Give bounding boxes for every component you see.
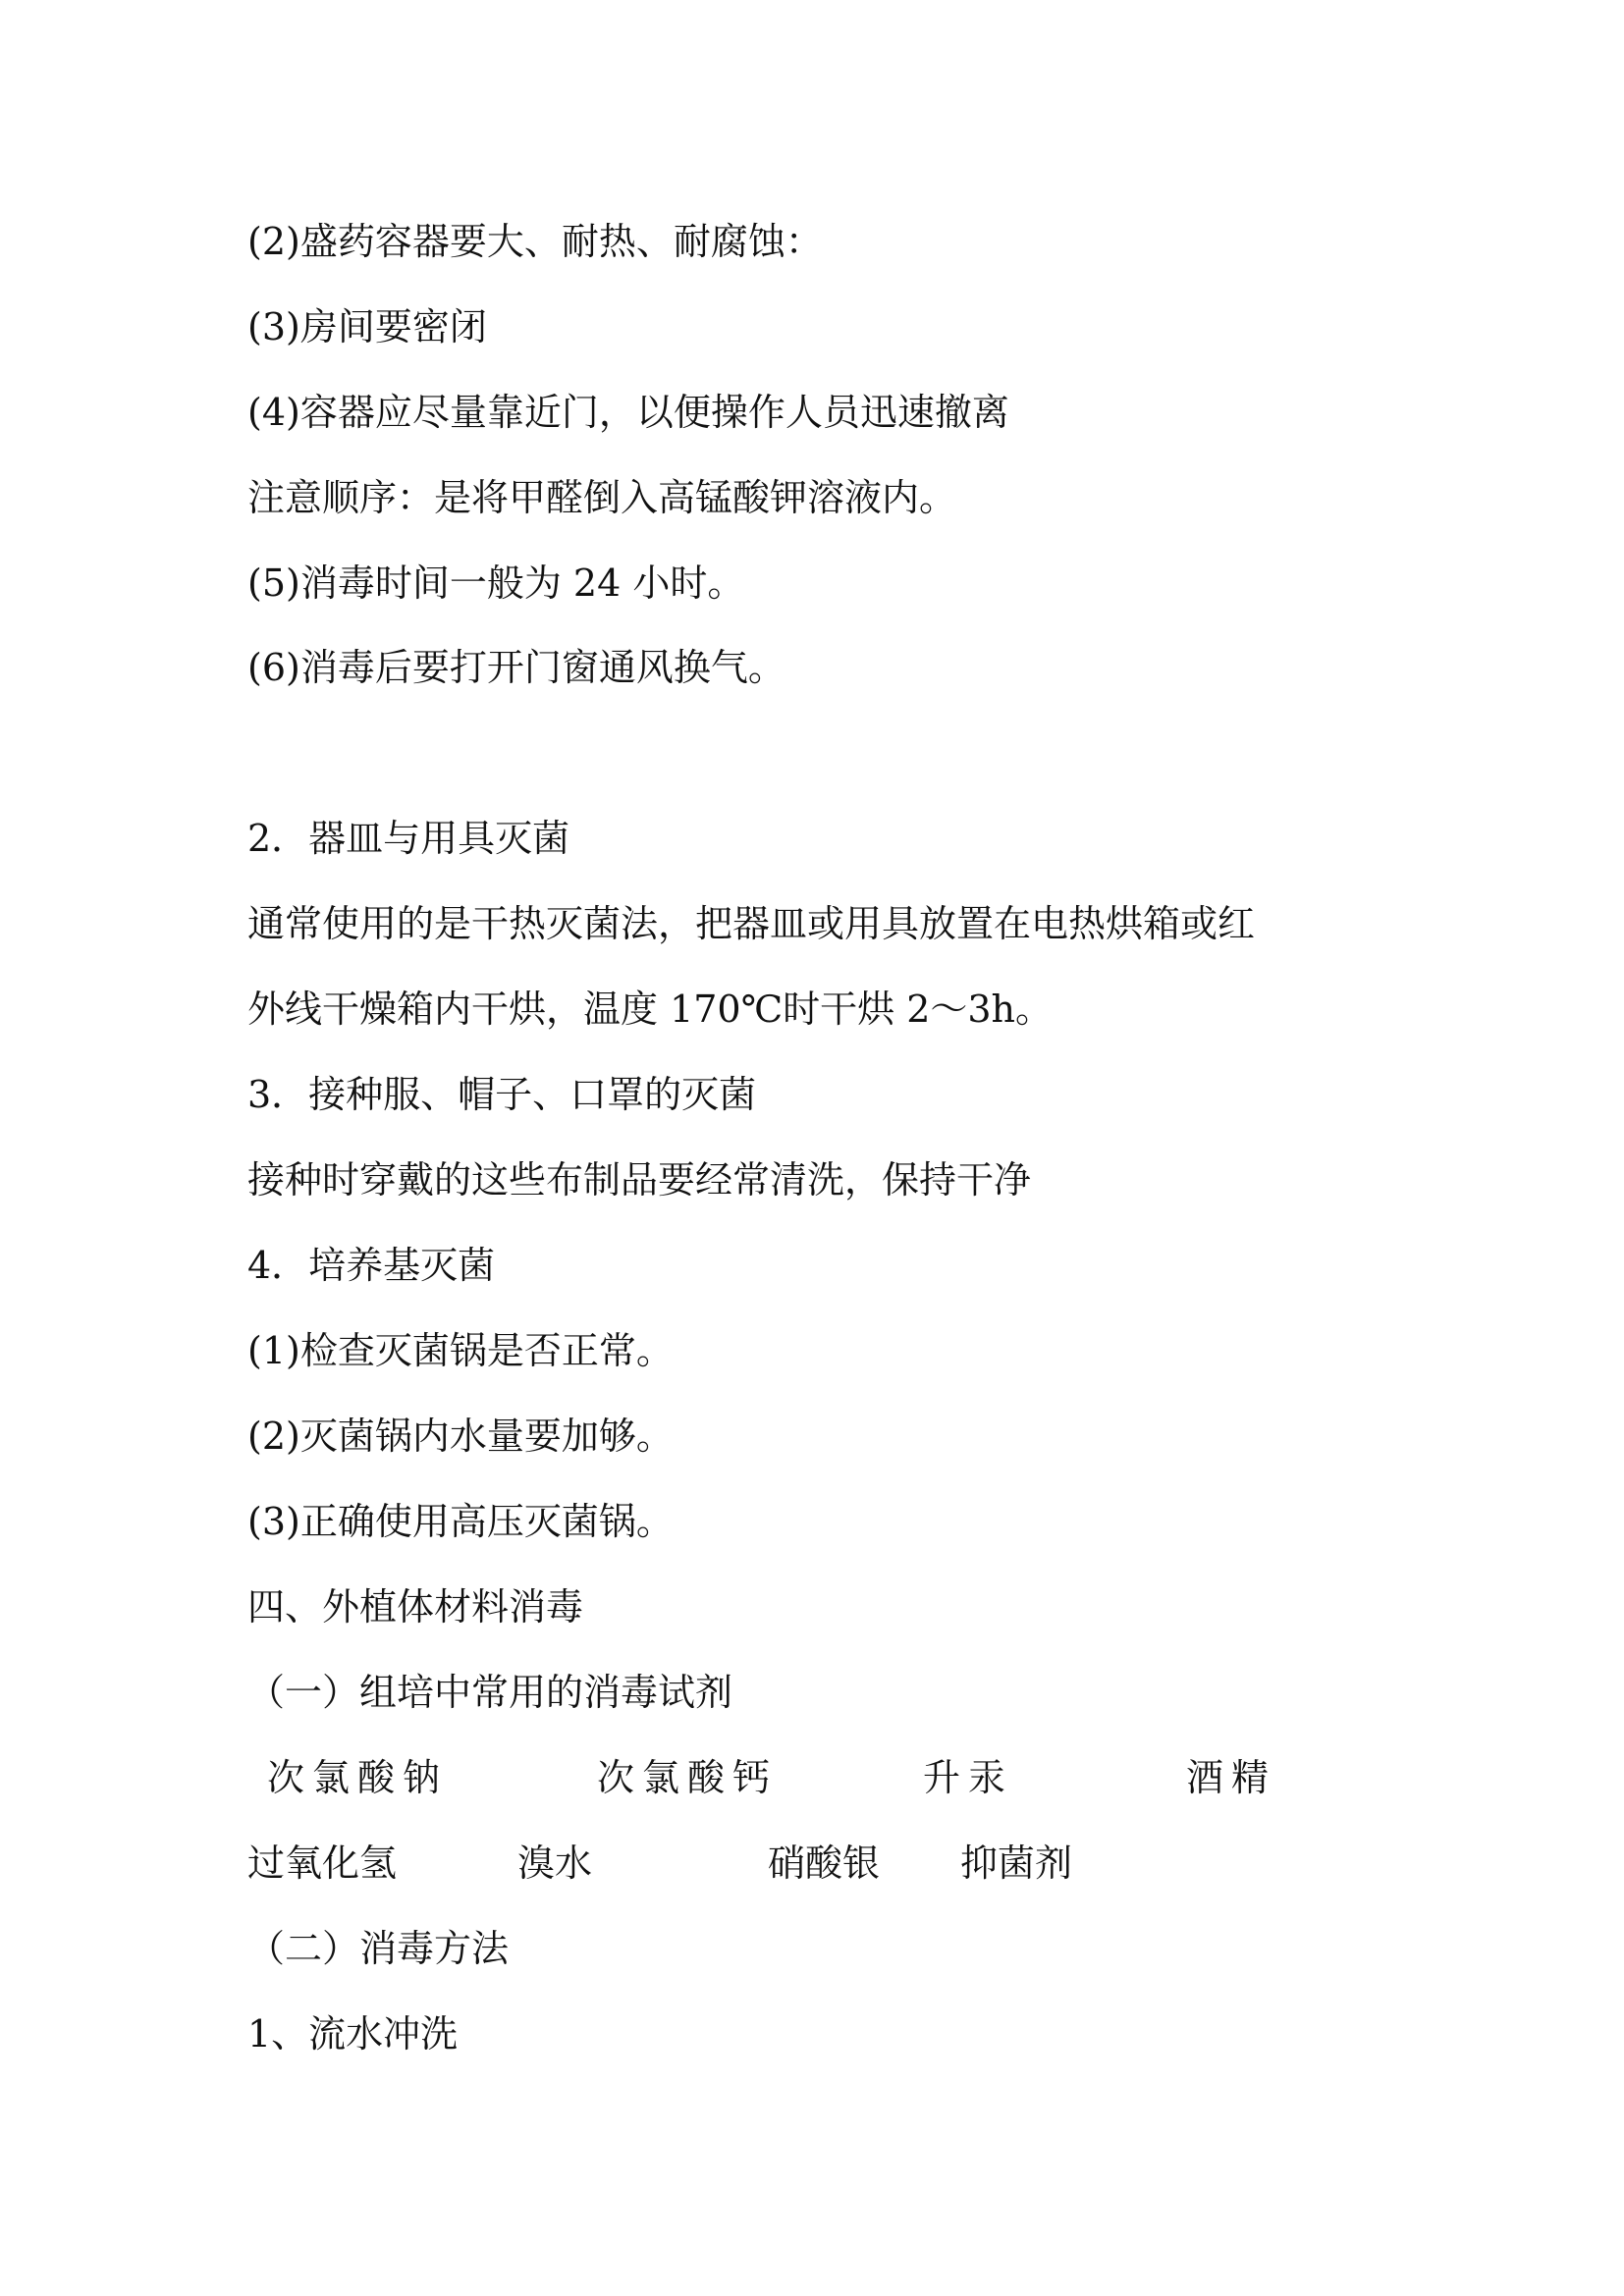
reagent-row-2 [0,1840,1624,1887]
section-heading: 2．器皿与用具灭菌 [247,817,570,860]
reagent-item: 升汞 [923,1756,1014,1799]
reagent-item: 次氯酸钙 [597,1756,779,1799]
text-line: 注意顺序：是将甲醛倒入高锰酸钾溶液内。 [247,476,957,519]
section-heading: 1、流水冲洗 [247,2012,459,2056]
text-line: (3)正确使用高压灭菌锅。 [247,1500,674,1543]
text-line: (1)检查灭菌锅是否正常。 [247,1329,674,1372]
reagent-item: 酒精 [1186,1756,1277,1799]
reagent-item: 过氧化氢 [247,1842,398,1885]
text-line: (3)房间要密闭 [247,305,487,348]
section-heading: 4．培养基灭菌 [247,1244,496,1287]
text-line: (2)灭菌锅内水量要加够。 [247,1415,674,1458]
text-line: (2)盛药容器要大、耐热、耐腐蚀： [247,220,823,263]
text-line: (4)容器应尽量靠近门，以便操作人员迅速撤离 [247,391,1009,434]
text-line: (6)消毒后要打开门窗通风换气。 [247,646,785,689]
subsection-heading: （一）组培中常用的消毒试剂 [247,1671,733,1714]
section-heading: 3．接种服、帽子、口罩的灭菌 [247,1073,757,1116]
text-line: 接种时穿戴的这些布制品要经常清洗，保持干净 [247,1158,1032,1201]
chapter-heading: 四、外植体材料消毒 [247,1585,584,1629]
text-line: (5)消毒时间一般为 24 小时。 [247,561,745,605]
reagent-row-1 [0,1754,1624,1801]
text-line: 通常使用的是干热灭菌法，把器皿或用具放置在电热烘箱或红 [247,902,1256,945]
reagent-item: 抑菌剂 [960,1842,1073,1885]
reagent-item: 次氯酸钠 [267,1756,449,1799]
text-line: 外线干燥箱内干烘，温度 170℃时干烘 2～3h。 [247,988,1054,1031]
subsection-heading: （二）消毒方法 [247,1927,510,1970]
reagent-item: 硝酸银 [768,1842,881,1885]
reagent-item: 溴水 [517,1842,593,1885]
